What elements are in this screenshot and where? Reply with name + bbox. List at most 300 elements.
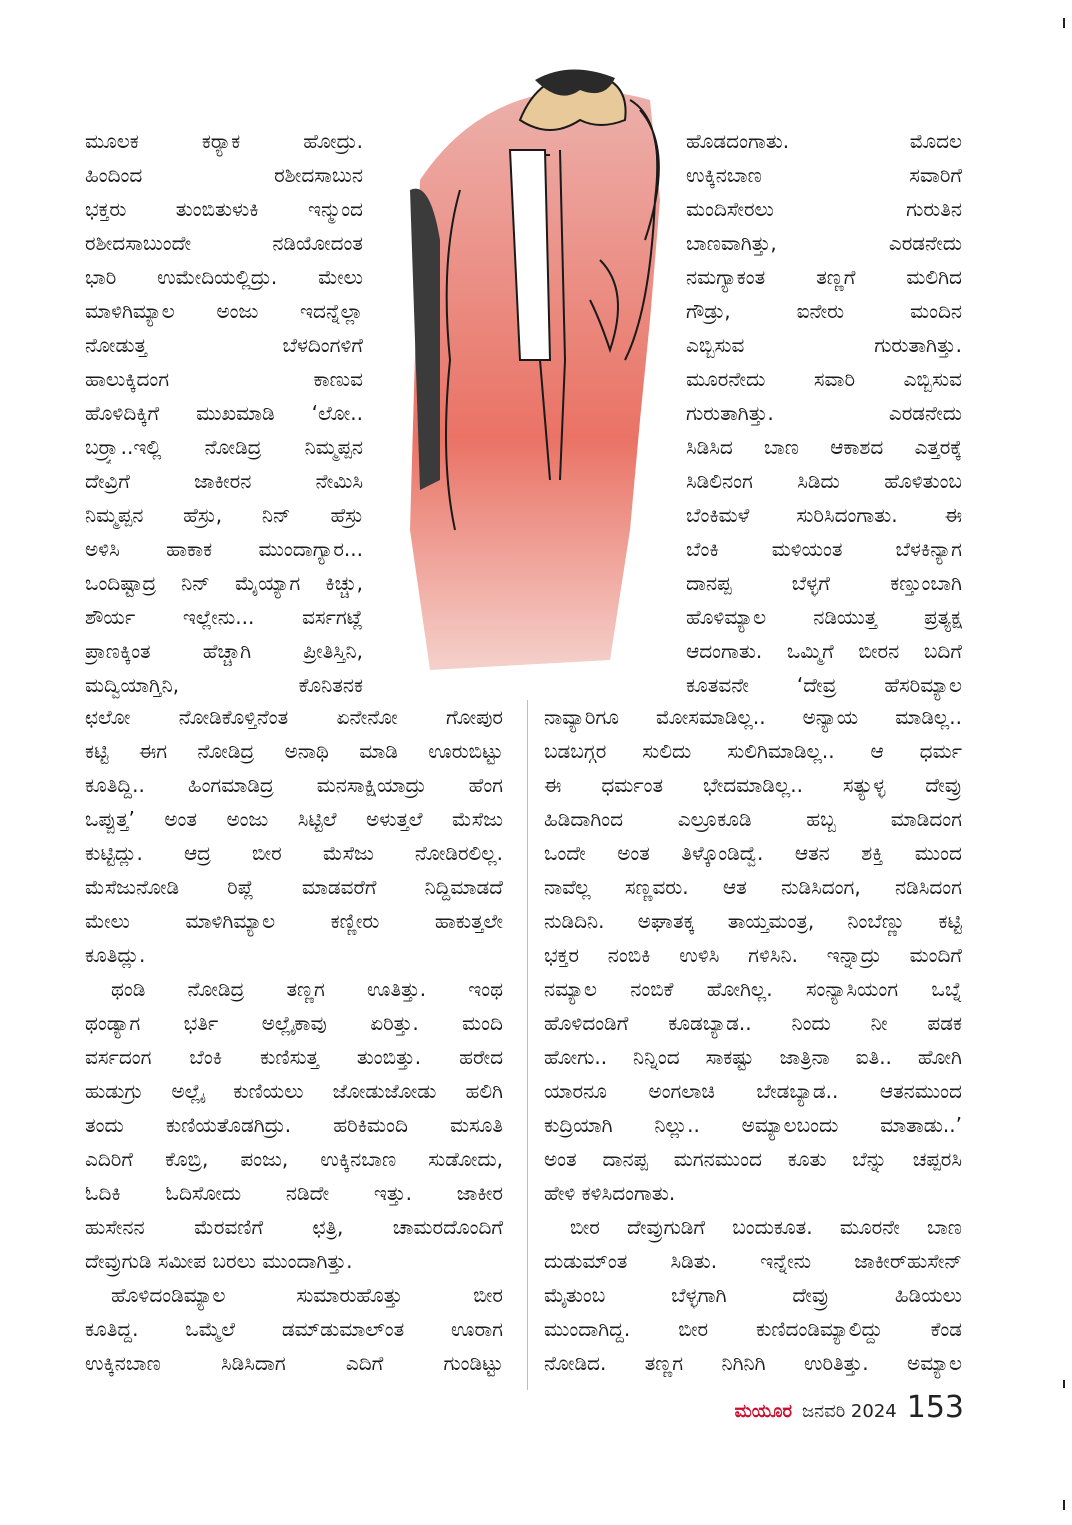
word: ಕೂತಿದ್ದ.: [85, 1317, 139, 1341]
text-line: [544, 1108, 962, 1142]
word: ನಿನ್: [261, 503, 291, 527]
word: ಕುಣಿದಂಡಿಮ್ಯಾಲಿದ್ದು: [756, 1317, 883, 1341]
word: ಹಾಕುತ್ತಲೇ: [434, 909, 503, 933]
word: ಸಿಡಿಸಿದ: [686, 435, 733, 459]
text-line: [85, 634, 363, 668]
word: ಉಕ್ಕಿನಬಾಣ: [85, 1351, 161, 1375]
word: ನೋಡಿದ್ರ: [204, 435, 262, 459]
word: ಕೆಂಡ: [930, 1317, 962, 1341]
text-line: [544, 1312, 962, 1346]
word: ಹೊಳಿತುಂಬ: [884, 469, 962, 493]
text-line: [686, 566, 962, 600]
text-line: [85, 362, 363, 396]
word: ಹೆಸರಿಮ್ಯಾಲ: [884, 673, 962, 697]
text-line: [85, 260, 363, 294]
word: ಉಮೇದಿಯಲ್ಲಿದ್ರು.: [157, 265, 278, 289]
word: ಇನ್ಮುಂದ: [308, 197, 363, 221]
word: ಇಲ್ಲೇನು...: [182, 605, 255, 629]
word: ದೇವ್ರಿಗೆ: [85, 469, 130, 493]
word: ಮೋಸಮಾಡಿಲ್ಲ..: [656, 705, 766, 729]
text-line: [544, 1074, 962, 1108]
word: ಬೀರ: [570, 1215, 600, 1239]
word: ಕುದ್ರಿಯಾಗಿ: [544, 1113, 613, 1137]
word: ಈ: [944, 503, 962, 527]
word: ನಡಿಸಿದಂಗ: [895, 875, 962, 899]
word: ಕಣ್ತುಂಬಾಗಿ: [890, 571, 962, 595]
word: ನಮ್ಯಾಲ: [544, 977, 597, 1001]
word: ಬೀರ: [473, 1283, 503, 1307]
word: ಅಳುತ್ತಲೆ: [366, 807, 423, 831]
word: ನಿನ್ನಿಂದ: [632, 1045, 680, 1069]
word: ನಿನ್: [181, 571, 210, 595]
text-line: [686, 260, 962, 294]
word: ಐನೇರು: [796, 299, 845, 323]
word: ಮಳಿಯಂತ: [771, 537, 843, 561]
word: ಮದ್ವಿಯಾಗ್ತಿನಿ,: [85, 673, 180, 697]
word: ಸಣ್ಣವರು.: [624, 875, 689, 899]
word: ರಿಪ್ಲೆ: [227, 875, 254, 899]
word: ಮೇಲು: [318, 265, 363, 289]
word: ಬೀರ: [251, 841, 282, 865]
word: ಉಕ್ಕಿನಬಾಣ: [686, 163, 762, 187]
text-line: [85, 1210, 503, 1244]
word: ಸುಮಾರುಹೊತ್ತು: [296, 1283, 403, 1307]
word: ಬೀರನ: [858, 639, 900, 663]
text-line: ಹೇಳಿ ಕಳಿಸಿದಂಗಾತು.: [544, 1181, 676, 1205]
word: ನೋಡುತ್ತ: [85, 333, 147, 357]
word: ನಡಿದೇ: [285, 1181, 330, 1205]
word: ಸಂನ್ಯಾಸಿಯಂಗ: [805, 977, 899, 1001]
word: ಕೊಬ್ರಿ,: [165, 1147, 209, 1171]
word: ನಿಮ್ಮಪ್ಪನ: [304, 435, 363, 459]
word: ಮಂದಿಗೆ: [909, 943, 962, 967]
word: ಹಾಕಾಕ: [166, 537, 213, 561]
word: ಅನಾಥಿ: [284, 739, 329, 763]
word: ಆದಂಗಾತು.: [686, 639, 763, 663]
word: ಮುಂದಾಗ್ಯಾರ...: [258, 537, 363, 561]
word: ಹೆಂಗ: [468, 773, 503, 797]
text-line: [85, 1108, 503, 1142]
word: ನಡಿಯೋದಂತ: [272, 231, 363, 255]
word: ‘ದೇವ್ರ: [796, 673, 837, 697]
text-line: [85, 1142, 503, 1176]
word: ಮೈಯ್ಯಾಗ: [234, 571, 301, 595]
text-line: ಕೂತಿದ್ಲು.: [85, 943, 146, 967]
word: ನಮಗ್ಯಾಕಂತ: [686, 265, 766, 289]
word: ಗುರುತಾಗಿತ್ತು.: [686, 401, 774, 425]
word: ಒಮ್ಮಿಗೆ: [786, 639, 834, 663]
word: ಹುಡುಗ್ರು: [85, 1079, 143, 1103]
text-line: [85, 802, 503, 836]
word: ಬದಿಗೆ: [923, 639, 962, 663]
word: ಥಂಡ್ಯಾಗ: [85, 1011, 141, 1035]
word: ಧರ್ಮಂತ: [601, 773, 664, 797]
word: ಬೆಳ್ಳಗೆ: [791, 571, 830, 595]
text-line: [686, 226, 962, 260]
word: ನೋಡಿರಲಿಲ್ಲ.: [414, 841, 503, 865]
text-line: [85, 226, 363, 260]
text-line: [85, 1006, 503, 1040]
word: ಜಾಕೀರ: [456, 1181, 503, 1205]
text-line: [85, 700, 503, 734]
word: ಹೋಗಿ: [917, 1045, 962, 1069]
word: ಗಳಿಸಿನಿ.: [748, 943, 798, 967]
text-line: [85, 124, 363, 158]
word: ಥಂಡಿ: [111, 977, 146, 1001]
word: ಹಾಲುಕ್ಕಿದಂಗ: [85, 367, 170, 391]
word: ಸಿಡಿದು: [797, 469, 840, 493]
word: ಕುಣಿಯಲು: [233, 1079, 304, 1103]
word: ನಾವ್ಯಾರಿಗೂ: [544, 705, 619, 729]
word: ದೇವ್ರು: [792, 1283, 830, 1307]
word: ಎಲ್ರೂಕೂಡಿ: [677, 807, 752, 831]
word: ಅಂಗಲಾಚಿ: [648, 1079, 715, 1103]
text-line: [85, 294, 363, 328]
word: ನಂಬಿಕೆ: [630, 977, 674, 1001]
word: ಹಿಡಿಯಲು: [894, 1283, 962, 1307]
text-line: [85, 464, 363, 498]
word: ಎತ್ತರಕ್ಕೆ: [914, 435, 962, 459]
text-line: [544, 904, 962, 938]
word: ಮಂದಿನ: [910, 299, 962, 323]
text-line: [544, 1006, 962, 1040]
word: ಪ್ರೀತಿಸ್ತಿನಿ,: [303, 639, 363, 663]
word: ಗುಂಡಿಟ್ಟು: [443, 1351, 503, 1375]
text-line: [686, 634, 962, 668]
text-line: [544, 870, 962, 904]
text-line: [544, 1040, 962, 1074]
word: ಭಾರಿ: [85, 265, 117, 289]
word: ನಿಲ್ಲು..: [654, 1113, 700, 1137]
word: ತಣ್ಣಗ: [286, 977, 325, 1001]
word: ಎದಿರಿಗೆ: [85, 1147, 133, 1171]
word: ಛತ್ರಿ,: [312, 1215, 344, 1239]
text-line: [85, 396, 363, 430]
word: ಶಕ್ತಿ: [861, 841, 884, 865]
word: ಮಗನಮುಂದ: [673, 1147, 762, 1171]
word: ಭಕ್ತರ: [544, 943, 579, 967]
text-line: [85, 566, 363, 600]
word: ಜಾಕೀರನ: [194, 469, 252, 493]
word: ಆತನಮುಂದ: [879, 1079, 962, 1103]
word: ಡಮ್‌ಡುಮಾಲ್‌ಂತ: [281, 1317, 405, 1341]
word: ಅಂತ: [617, 841, 650, 865]
word: ಗೌಡ್ರು,: [686, 299, 731, 323]
word: ದೇವ್ರುಗುಡಿಗೆ: [626, 1215, 706, 1239]
page-number: 153: [906, 1390, 964, 1425]
word: ತಾಯ್ತಮಂತ್ರ,: [727, 909, 815, 933]
word: ನಿಂದು: [791, 1011, 831, 1035]
word: ನೋಡಿದ.: [544, 1351, 607, 1375]
word: ಬೀರ: [678, 1317, 709, 1341]
word: ಮಾಡವರೆಗೆ: [301, 875, 377, 899]
word: ಏನೇನೋ: [336, 705, 398, 729]
word: ಮಾಳಿಗಿಮ್ಯಾಲ: [85, 299, 175, 323]
word: ಯಾರನೂ: [544, 1079, 607, 1103]
word: ಸುಡೋದು,: [428, 1147, 503, 1171]
text-line: [85, 1176, 503, 1210]
word: ಮುಂದ: [914, 841, 962, 865]
word: ಚಾಮರದೊಂದಿಗೆ: [392, 1215, 503, 1239]
word: ಆ: [870, 739, 884, 763]
word: ನೋಡಿದ್ರ: [187, 977, 245, 1001]
word: ಅಲ್ಲೈ: [171, 1079, 205, 1103]
text-line: [111, 972, 503, 1006]
word: ಬೆಂಕಿಮಳೆ: [686, 503, 750, 527]
word: ಜಾಕೀರ್‌ಹುಸೇನ್: [854, 1249, 962, 1273]
text-line: [85, 1346, 503, 1380]
word: ತುಂಬಿತುಳುಕಿ: [175, 197, 259, 221]
word: ಮಾಡಿಲ್ಲ..: [895, 705, 962, 729]
word: ಓದಿಕಿ: [85, 1181, 121, 1205]
word: ನಿಗಿನಿಗಿ: [721, 1351, 766, 1375]
word: ಅಂಜು: [226, 807, 269, 831]
word: ‘ಲೋ..: [311, 401, 363, 425]
text-line: [686, 464, 962, 498]
text-line: [686, 668, 962, 702]
word: ಹೊಳಿದಿಕ್ಕಿಗೆ: [85, 401, 160, 425]
word: ಮಂದಿ: [462, 1011, 503, 1035]
word: ದಾನಪ್ಪ: [686, 571, 732, 595]
word: ಒಮ್ಮೆಲೆ: [185, 1317, 236, 1341]
word: ಎರಡನೇದು: [888, 401, 962, 425]
word: ಹೋಗು..: [544, 1045, 608, 1069]
word: ಗುರುತಿನ: [906, 197, 962, 221]
word: ಬೆಳ್ಳಗಾಗಿ: [671, 1283, 727, 1307]
column-divider: [527, 700, 528, 1390]
word: ಹೆಚ್ಚಾಗಿ: [202, 639, 252, 663]
word: ಬೆಂಕಿ: [189, 1045, 223, 1069]
word: ಭೇದಮಾಡಿಲ್ಲ..: [703, 773, 803, 797]
word: ಶೌರ್ಯ: [85, 605, 136, 629]
word: ಮೂಲಕ: [85, 129, 139, 153]
word: ಎದಿಗೆ: [345, 1351, 384, 1375]
word: ಮಾಡಿ: [359, 739, 398, 763]
word: ಪಡಕ: [927, 1011, 962, 1035]
word: ಏರಿತ್ತು.: [370, 1011, 419, 1035]
word: ವರ್ಸಗಟ್ಲೆ: [302, 605, 363, 629]
text-line: [85, 668, 363, 702]
word: ಧರ್ಮ: [919, 739, 962, 763]
word: ಮೈತುಂಬ: [544, 1283, 606, 1307]
text-line: [85, 430, 363, 464]
word: ಕಣ್ಣೀರು: [330, 909, 380, 933]
word: ಈ: [544, 773, 562, 797]
text-line: [686, 600, 962, 634]
word: ಉಳಿಸಿ: [679, 943, 720, 967]
word: ಭಕ್ತರು: [85, 197, 127, 221]
word: ಆಕಾಶದ: [830, 435, 884, 459]
word: ಹಲಿಗಿ: [465, 1079, 503, 1103]
word: ಆದ್ರ: [183, 841, 211, 865]
word: ಇತ್ತು.: [373, 1181, 412, 1205]
text-line: [544, 1278, 962, 1312]
page-footer: [735, 1390, 964, 1430]
word: ಜಾತ್ರಿನಾ: [779, 1045, 830, 1069]
word: ಸಿಡಿಲಿನಂಗ: [686, 469, 753, 493]
text-line: [686, 294, 962, 328]
text-line: [686, 362, 962, 396]
text-line: [686, 430, 962, 464]
text-line: [686, 532, 962, 566]
word: ನಿಂಬೆಣ್ಣು: [847, 909, 906, 933]
word: ಅಲ್ಲೈಕಾವು: [261, 1011, 327, 1035]
word: ತಣ್ಣಗ: [644, 1351, 684, 1375]
word: ಅಮ್ಯಾಲಬಂದು: [741, 1113, 839, 1137]
word: ಕೂಡಬ್ಯಾಡ..: [668, 1011, 752, 1035]
text-line: [85, 192, 363, 226]
word: ಹೊಳಿದಂಡಿಗೆ: [544, 1011, 629, 1035]
word: ಮನಸಾಕ್ಷಿಯಾದ್ರು: [316, 773, 426, 797]
word: ಹಿಂಗಮಾಡಿದ್ರ: [187, 773, 274, 797]
word: ಕುಣಿಯತೊಡಗಿದ್ರು.: [165, 1113, 292, 1137]
word: ಅಂಜು: [216, 299, 259, 323]
word: ಮಾಡಿದಂಗ: [890, 807, 962, 831]
text-line: [85, 1074, 503, 1108]
word: ಅಂತ: [544, 1147, 577, 1171]
word: ಹಿಡಿದಾಗಿಂದ: [544, 807, 624, 831]
text-line: [544, 1142, 962, 1176]
word: ಕೂತವನೇ: [686, 673, 749, 697]
word: ವರ್ಸದಂಗ: [85, 1045, 152, 1069]
word: ಬಾಣ: [764, 435, 799, 459]
text-line: [85, 1040, 503, 1074]
word: ಮೆಸೆಜು: [322, 841, 374, 865]
crop-mark: [1063, 18, 1065, 28]
word: ಛಲೋ: [85, 705, 131, 729]
word: ಅಮ್ಯಾಲ: [907, 1351, 962, 1375]
word: ಪ್ರಾಣಕ್ಕಿಂತ: [85, 639, 151, 663]
word: ನುಡಿದಿನಿ.: [544, 909, 605, 933]
word: ದುಡುಮ್‌ಂತ: [544, 1249, 628, 1273]
word: ಹರಿಕಿಮಂದಿ: [333, 1113, 408, 1137]
word: ಹುಸೇನನ: [85, 1215, 145, 1239]
word: ಊತಿತ್ತು.: [366, 977, 427, 1001]
issue-date: ಜನವರಿ 2024: [802, 1401, 897, 1422]
word: ಉರಿತಿತ್ತು.: [803, 1351, 869, 1375]
word: ಹೆಸ್ರು,: [183, 503, 223, 527]
text-line: [686, 328, 962, 362]
word: ಅಳಿಸಿ: [85, 537, 120, 561]
word: ಸವಾರಿ: [813, 367, 856, 391]
word: ಚಪ್ಪರಸಿ: [912, 1147, 962, 1171]
word: ನಂಬಿಕಿ: [607, 943, 651, 967]
word: ನೋಡಿಕೊಳ್ತಿನೆಂತ: [178, 705, 289, 729]
word: ಕೂತಿದ್ದಿ..: [85, 773, 145, 797]
word: ದಾನಪ್ಪ: [602, 1147, 648, 1171]
word: ತಂದು: [85, 1113, 124, 1137]
text-line: [85, 1312, 503, 1346]
text-line: [570, 1210, 962, 1244]
word: ಉಕ್ಕಿನಬಾಣ: [320, 1147, 397, 1171]
text-line: [544, 972, 962, 1006]
word: ದೇವ್ರು: [925, 773, 962, 797]
word: ಕೊನಿತನಕ: [298, 673, 363, 697]
text-line: [544, 734, 962, 768]
word: ಓದಿಸೋದು: [165, 1181, 242, 1205]
word: ಹೋಗಿಲ್ಲ.: [706, 977, 773, 1001]
word: ಎರಡನೇದು: [888, 231, 962, 255]
word: ಹೊಳಿಮ್ಯಾಲ: [686, 605, 767, 629]
word: ಸಿಟ್ಟಿಲೆ: [297, 807, 337, 831]
word: ಇದನ್ನೆಲ್ಲಾ: [300, 299, 363, 323]
word: ಊರುಬಿಟ್ಟು: [428, 739, 503, 763]
word: ಹಿಂದಿಂದ: [85, 163, 143, 187]
text-line: [111, 1278, 503, 1312]
word: ನುಡಿಸಿದಂಗ,: [781, 875, 861, 899]
word: ರಶೀದಸಾಬುಂದೇ: [85, 231, 192, 255]
text-line: [544, 802, 962, 836]
word: ಹಬ್ಬ: [806, 807, 836, 831]
text-line: [85, 836, 503, 870]
word: ನಾವೆಲ್ಲ: [544, 875, 591, 899]
word: ಮಾತಾಡು..’: [880, 1113, 962, 1137]
word: ನಿಮ್ಮಪ್ಪನ: [85, 503, 144, 527]
text-line: [85, 158, 363, 192]
text-line: [85, 768, 503, 802]
word: ಮಲಿಗಿದ: [906, 265, 962, 289]
word: ಎಬ್ಬಿಸುವ: [686, 333, 745, 357]
word: ತಿಳ್ಕೊಂಡಿದ್ವೆ.: [681, 841, 764, 865]
word: ಕುಣಿಸುತ್ತ: [260, 1045, 319, 1069]
word: ಬೇಡಬ್ಯಾಡ..: [756, 1079, 839, 1103]
word: ಬೆಳದಿಂಗಳಿಗೆ: [282, 333, 363, 357]
word: ಇನ್ನಾದ್ರು: [826, 943, 881, 967]
word: ಪಂಜು,: [240, 1147, 289, 1171]
word: ತುಂಬಿತ್ತು.: [356, 1045, 422, 1069]
word: ಒಬ್ನೆ: [931, 977, 962, 1001]
word: ಕರ್‍ಯಾಕ: [201, 129, 241, 153]
word: ಹರೇದ: [459, 1045, 503, 1069]
word: ಹೊಳಿದಂಡಿಮ್ಯಾಲ: [111, 1283, 226, 1307]
word: ಒಪ್ಪುತ್ತ’: [85, 807, 135, 831]
word: ಹೋದ್ರು.: [303, 129, 363, 153]
word: ಆತ: [722, 875, 747, 899]
word: ಮುಖಮಾಡಿ: [196, 401, 275, 425]
word: ಕುಟ್ಟಿದ್ಲು.: [85, 841, 143, 865]
text-line: [85, 328, 363, 362]
word: ಹೆಸ್ರು: [330, 503, 363, 527]
text-line: [544, 836, 962, 870]
word: ಪ್ರತ್ಯಕ್ಷ: [924, 605, 962, 629]
word: ಅಘಾತಕ್ಕ: [637, 909, 695, 933]
word: ಕಟ್ಟಿ: [938, 909, 962, 933]
word: ಮೆಸೆಜು: [451, 807, 503, 831]
illustration-embracing-figures: [400, 60, 680, 680]
word: ಮೂರನೇ: [839, 1215, 900, 1239]
word: ಬಾಣ: [927, 1215, 962, 1239]
text-line: [544, 1244, 962, 1278]
word: ಬೆಂಕಿ: [686, 537, 719, 561]
text-line: [686, 498, 962, 532]
word: ಆತನ: [794, 841, 830, 865]
word: ಸಿಡಿಸಿದಾಗ: [221, 1351, 286, 1375]
text-line: [686, 158, 962, 192]
text-line: [544, 768, 962, 802]
word: ನಡಿಯುತ್ತ: [813, 605, 878, 629]
word: ಸಿಡಿತು.: [670, 1249, 718, 1273]
word: ಸತ್ಯುಳ್ಳ: [842, 773, 886, 797]
word: ಕಾಣುವ: [313, 367, 363, 391]
text-line: [85, 904, 503, 938]
word: ನೀ: [870, 1011, 888, 1035]
word: ಮೂರನೇದು: [686, 367, 766, 391]
text-line: ದೇವ್ರುಗುಡಿ ಸಮೀಪ ಬರಲು ಮುಂದಾಗಿತ್ತು.: [85, 1249, 353, 1273]
word: ಐತಿ..: [855, 1045, 892, 1069]
text-line: [85, 870, 503, 904]
text-line: [85, 532, 363, 566]
word: ಮಸೂತಿ: [449, 1113, 503, 1137]
